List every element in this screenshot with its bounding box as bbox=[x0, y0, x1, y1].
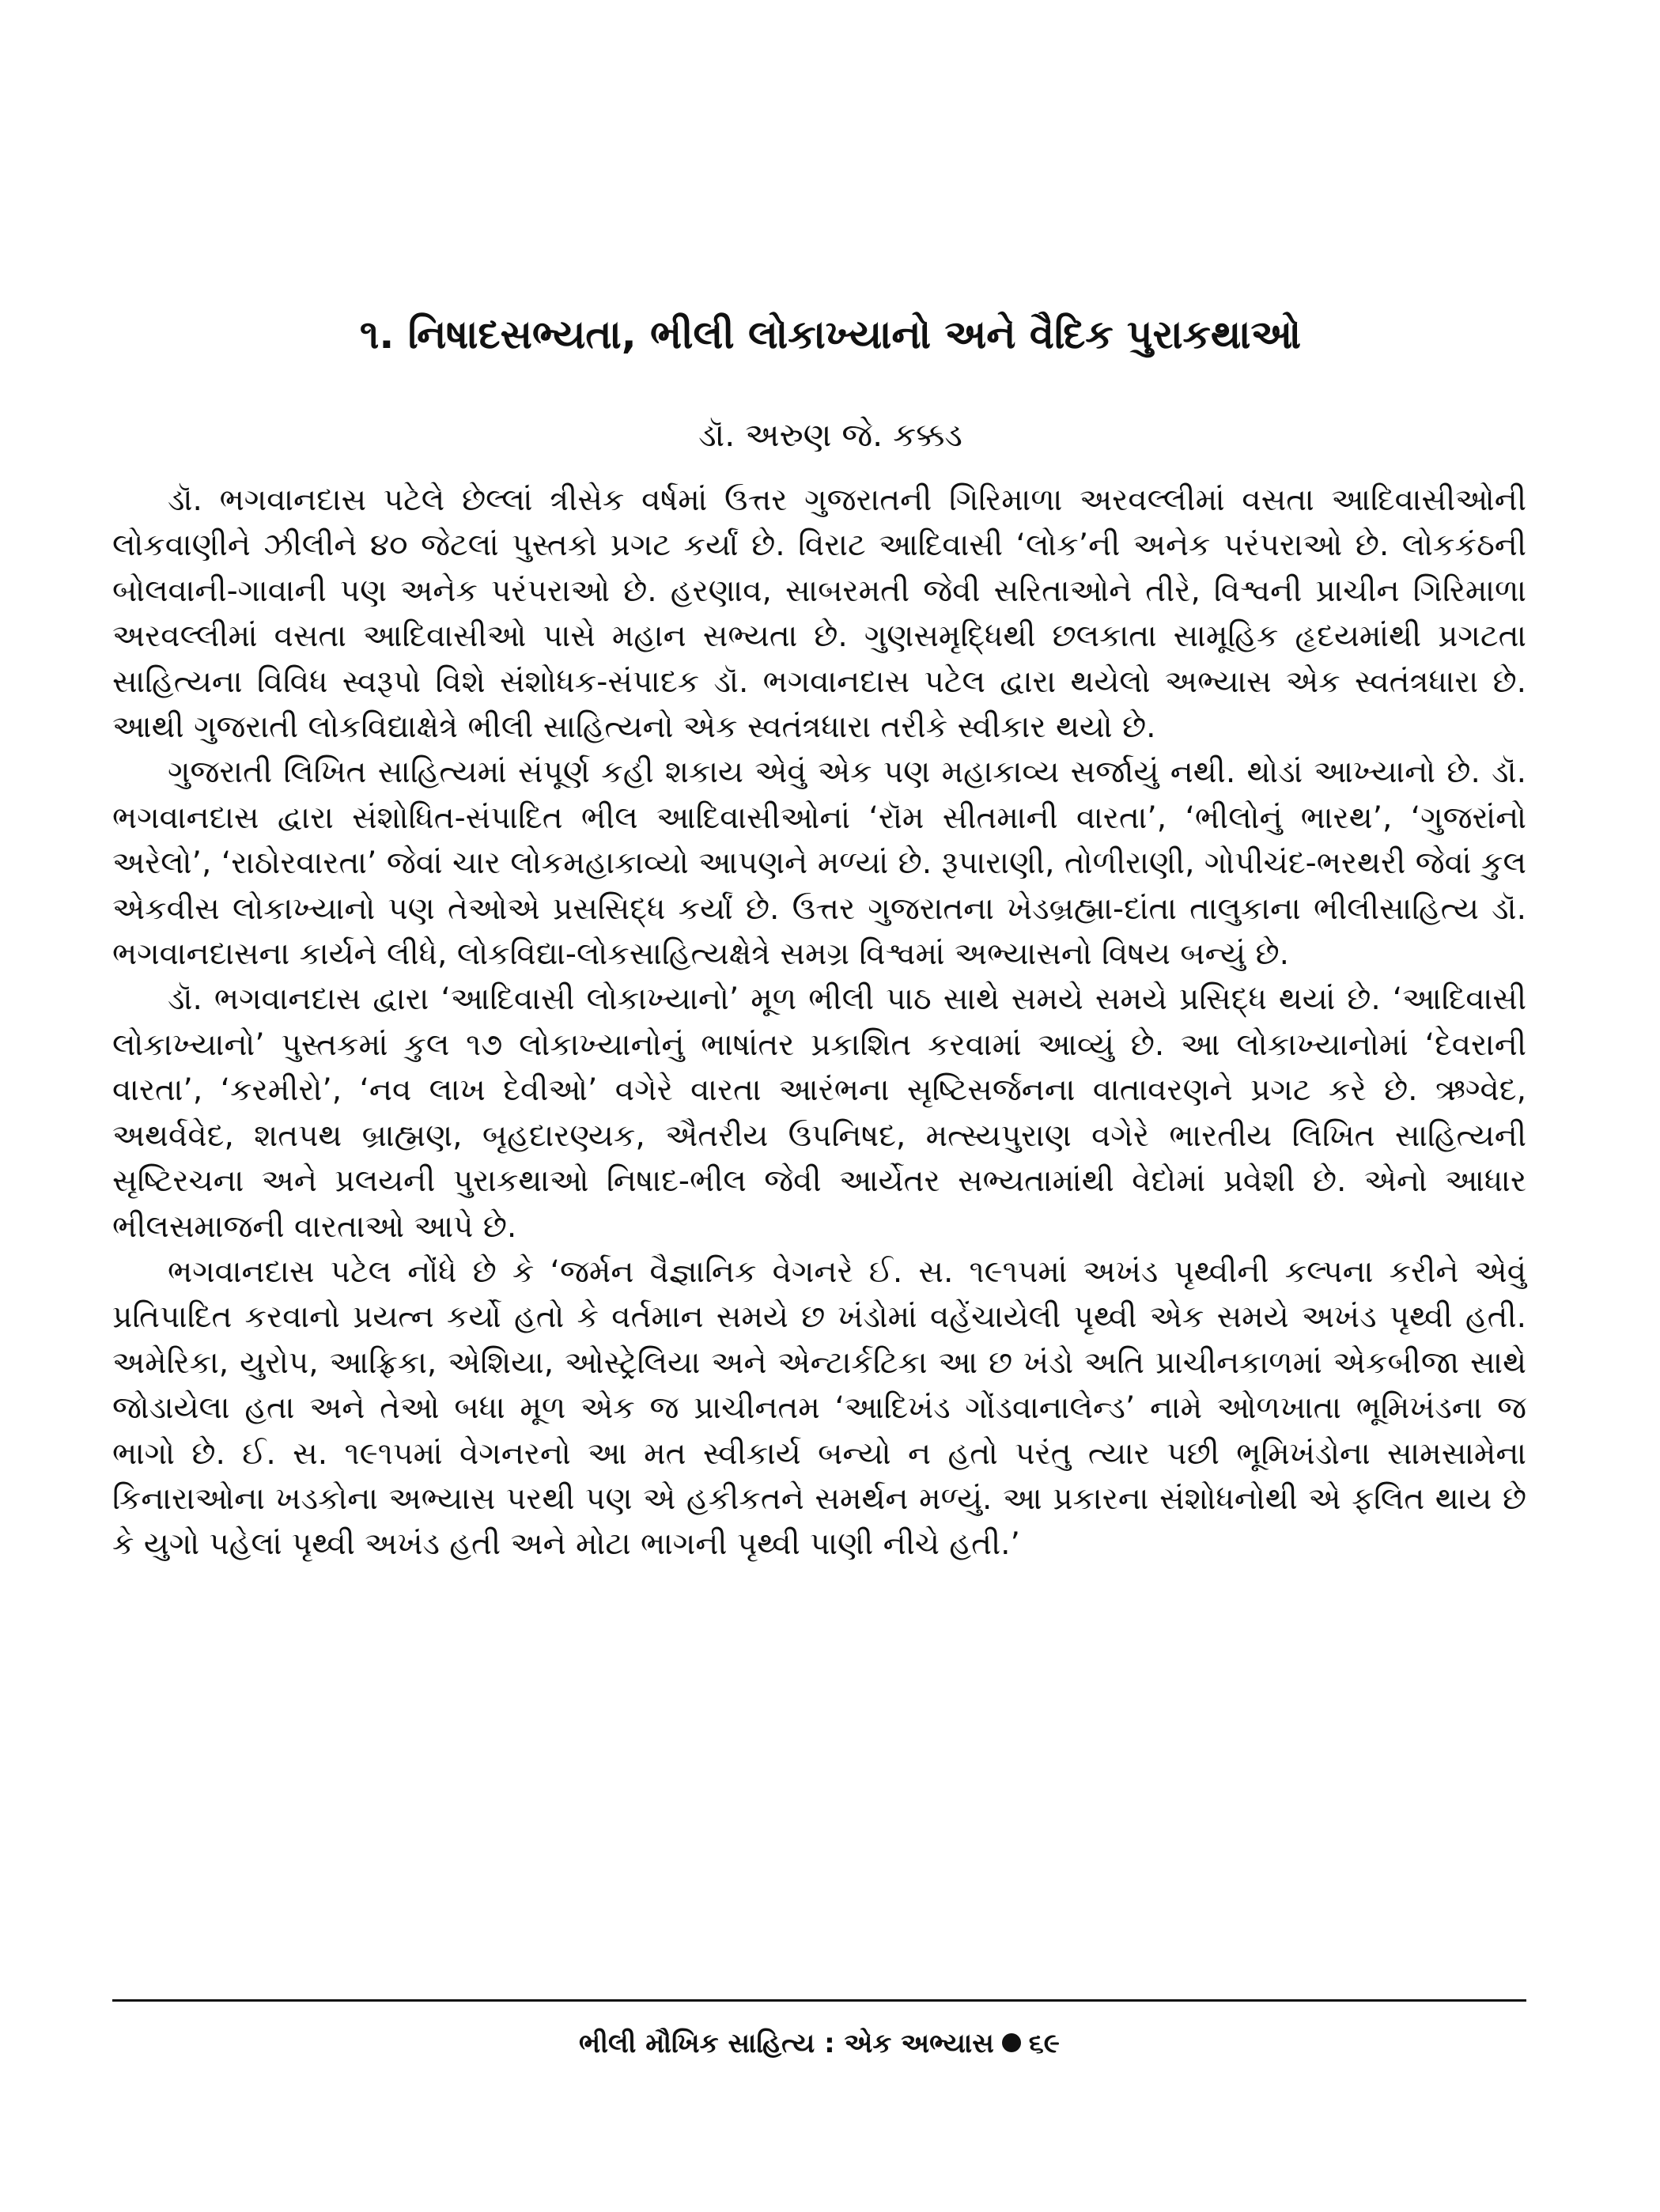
footer-book-title: ભીલી મૌખિક સાહિત્ય : એક અભ્યાસ bbox=[579, 2028, 994, 2059]
paragraph-1: ડૉ. ભગવાનદાસ પટેલે છેલ્લાં ત્રીસેક વર્ષમાં ઉત્તર ગુજરાતની ગિરિમાળા અરવલ્લીમાં વસતા આદિવાસીઓની લોકવાણીને ઝીલીને ૪૦ જેટલાં પુસ્તકો પ્રગટ કર્યાં છે. વિરાટ આદિવાસી ‘લોક’ની અનેક પરંપરાઓ છે. લોકકંઠની બોલવાની-ગાવાની પણ અનેક પરંપરાઓ છે. હરણાવ, સાબરમતી જેવી સરિતાઓને તીરે, વિશ્વની પ્રાચીન ગિરિમાળા અરવલ્લીમાં વસતા આદિવાસીઓ પાસે મહાન સભ્યતા છે. ગુણસમૃદ્ધિથી છલકાતા સામૂહિક હૃદયમાંથી પ્રગટતા સાહિત્યના વિવિધ સ્વરૂપો વિશે સંશોધક-સંપાદક ડૉ. ભગવાનદાસ પટેલ દ્વારા થયેલો અભ્યાસ એક સ્વતંત્રધારા છે. આથી ગુજરાતી લોકવિદ્યાક્ષેત્રે ભીલી સાહિત્યનો એક સ્વતંત્રધારા તરીકે સ્વીકાર થયો છે. bbox=[112, 482, 1526, 746]
author-name: ડૉ. અરુણ જે. કક્કડ bbox=[698, 416, 962, 454]
page-footer bbox=[112, 2025, 1526, 2063]
footer-divider bbox=[112, 1999, 1526, 2002]
bullet-icon bbox=[1002, 2033, 1021, 2052]
paragraph-2: ગુજરાતી લિખિત સાહિત્યમાં સંપૂર્ણ કહી શકાય એવું એક પણ મહાકાવ્ય સર્જાયું નથી. થોડાં આખ્યાનો છે. ડૉ. ભગવાનદાસ દ્વારા સંશોધિત-સંપાદિત ભીલ આદિવાસીઓનાં ‘રૉમ સીતમાની વારતા’, ‘ભીલોનું ભારથ’, ‘ગુજરાંનો અરેલો’, ‘રાઠોરવારતા’ જેવાં ચાર લોકમહાકાવ્યો આપણને મળ્યાં છે. રૂપારાણી, તોળીરાણી, ગોપીચંદ-ભરથરી જેવાં કુલ એકવીસ લોકાખ્યાનો પણ તેઓએ પ્રસસિદ્ધ કર્યાં છે. ઉત્તર ગુજરાતના ખેડબ્રહ્મા-દાંતા તાલુકાના ભીલીસાહિત્ય ડૉ. ભગવાનદાસના કાર્યને લીધે, લોકવિદ્યા-લોકસાહિત્યક્ષેત્રે સમગ્ર વિશ્વમાં અભ્યાસનો વિષય બન્યું છે. bbox=[112, 754, 1526, 973]
paragraph-4: ભગવાનદાસ પટેલ નોંધે છે કે ‘જર્મન વૈજ્ઞાનિક વેગનરે ઈ. સ. ૧૯૧૫માં અખંડ પૃથ્વીની કલ્પના કરીને એવું પ્રતિપાદિત કરવાનો પ્રયત્ન કર્યો હતો કે વર્તમાન સમયે છ ખંડોમાં વહેંચાયેલી પૃથ્વી એક સમયે અખંડ પૃથ્વી હતી. અમેરિકા, યુરોપ, આફ્રિકા, એશિયા, ઓસ્ટ્રેલિયા અને એન્ટાર્કટિકા આ છ ખંડો અતિ પ્રાચીનકાળમાં એકબીજા સાથે જોડાયેલા હતા અને તેઓ બધા મૂળ એક જ પ્રાચીનતમ ‘આદિખંડ ગોંડવાનાલેન્ડ’ નામે ઓળખાતા ભૂમિખંડના જ ભાગો છે. ઈ. સ. ૧૯૧૫માં વેગનરનો આ મત સ્વીકાર્ય બન્યો ન હતો પરંતુ ત્યાર પછી ભૂમિખંડોના સામસામેના કિનારાઓના ખડકોના અભ્યાસ પરથી પણ એ હકીકતને સમર્થન મળ્યું. આ પ્રકારના સંશોધનોથી એ ફલિત થાય છે કે યુગો પહેલાં પૃથ્વી અખંડ હતી અને મોટા ભાગની પૃથ્વી પાણી નીચે હતી.’ bbox=[112, 1253, 1526, 1563]
chapter-title: ૧. નિષાદસભ્યતા, ભીલી લોકાખ્યાનો અને વૈદિક પુરાકથાઓ bbox=[359, 312, 1302, 357]
page-number: ૬૯ bbox=[1028, 2028, 1060, 2059]
body-text bbox=[112, 478, 1526, 1567]
paragraph-3: ડૉ. ભગવાનદાસ દ્વારા ‘આદિવાસી લોકાખ્યાનો’ મૂળ ભીલી પાઠ સાથે સમયે સમયે પ્રસિદ્ધ થયાં છે. ‘આદિવાસી લોકાખ્યાનો’ પુસ્તકમાં કુલ ૧૭ લોકાખ્યાનોનું ભાષાંતર પ્રકાશિત કરવામાં આવ્યું છે. આ લોકાખ્યાનોમાં ‘દેવરાની વારતા’, ‘કરમીરો’, ‘નવ લાખ દેવીઓ’ વગેરે વારતા આરંભના સૃષ્ટિસર્જનના વાતાવરણને પ્રગટ કરે છે. ઋગ્વેદ, અથર્વવેદ, શતપથ બ્રાહ્મણ, બૃહદારણ્યક, ઐતરીય ઉપનિષદ, મત્સ્યપુરાણ વગેરે ભારતીય લિખિત સાહિત્યની સૃષ્ટિરચના અને પ્રલયની પુરાકથાઓ નિષાદ-ભીલ જેવી આર્યેતર સભ્યતામાંથી વેદોમાં પ્રવેશી છે. એનો આધાર ભીલસમાજની વારતાઓ આપે છે. bbox=[112, 981, 1526, 1245]
